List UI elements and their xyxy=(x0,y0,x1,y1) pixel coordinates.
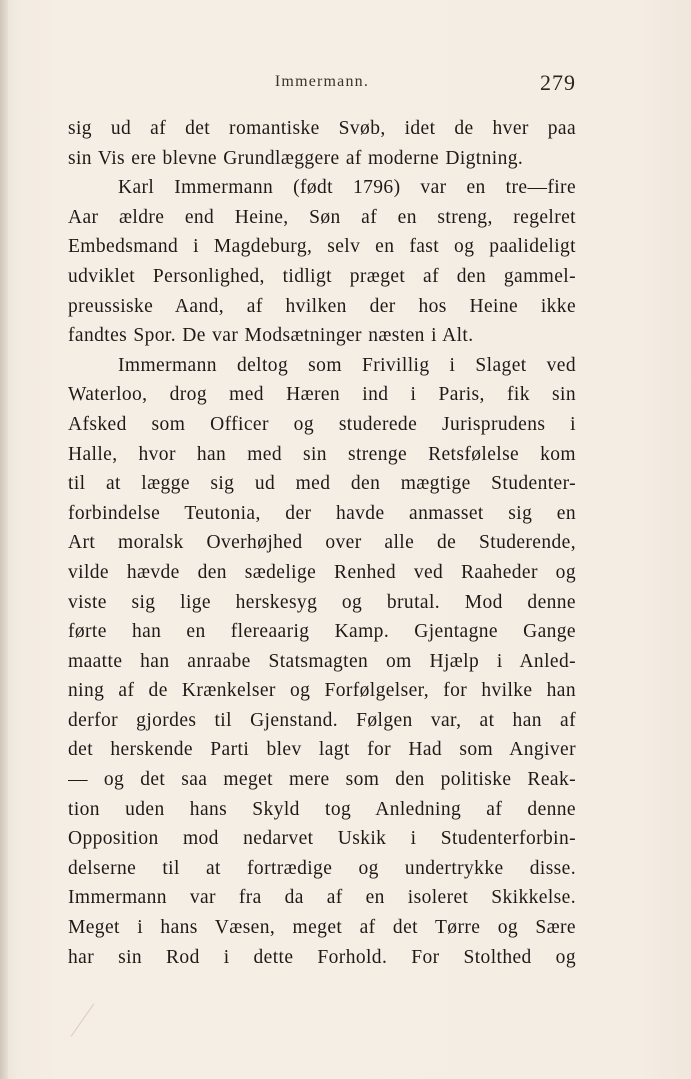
text-line: til at lægge sig ud med den mægtige Studenter- xyxy=(68,473,576,495)
text-line: Aar ældre end Heine, Søn af en streng, regelret xyxy=(68,206,576,228)
text-line: Art moralsk Overhøjhed over alle de Studerende, xyxy=(68,532,576,554)
text-line: tion uden hans Skyld tog Anledning af denne xyxy=(68,798,576,820)
text-line: — og det saa meget mere som den politiske Reak- xyxy=(68,769,576,791)
text-line: forbindelse Teutonia, der havde anmasset sig en xyxy=(68,502,576,524)
text-line: preussiske Aand, af hvilken der hos Heine ikke xyxy=(68,295,576,317)
text-line: viste sig lige herskesyg og brutal. Mod denne xyxy=(68,591,576,613)
page-gutter xyxy=(0,0,8,1079)
text-line: har sin Rod i dette Forhold. For Stolthed og xyxy=(68,946,576,968)
text-line: delserne til at fortrædige og undertrykke disse. xyxy=(68,857,576,879)
text-line: Immermann deltog som Frivillig i Slaget ved xyxy=(118,354,576,376)
text-line: sig ud af det romantiske Svøb, idet de hver paa xyxy=(68,118,576,139)
text-line: Opposition mod nedarvet Uskik i Studenterforbin- xyxy=(68,828,576,850)
text-line: Immermann var fra da af en isoleret Skikkelse. xyxy=(68,887,576,909)
text-line: sin Vis ere blevne Grundlæggere af moderne Digtning. xyxy=(68,147,524,169)
text-line: Karl Immermann (født 1796) var en tre—fire xyxy=(118,177,576,199)
text-line: Embedsmand i Magdeburg, selv en fast og paalideligt xyxy=(68,236,576,258)
paper-mark xyxy=(71,1003,95,1036)
text-line: vilde hævde den sædelige Renhed ved Raaheder og xyxy=(68,561,576,583)
text-line: ning af de Krænkelser og Forfølgelser, for hvilke han xyxy=(68,680,576,702)
text-line: Afsked som Officer og studerede Jurisprudens i xyxy=(68,413,576,435)
running-title: Immermann. xyxy=(274,73,370,90)
text-line: Waterloo, drog med Hæren ind i Paris, fik sin xyxy=(68,384,576,406)
text-line: Meget i hans Væsen, meget af det Tørre og Sære xyxy=(68,917,576,939)
text-line: det herskende Parti blev lagt for Had som Angiver xyxy=(68,739,576,761)
text-line: maatte han anraabe Statsmagten om Hjælp i Anled- xyxy=(68,650,576,672)
text-line: derfor gjordes til Gjenstand. Følgen var, at han af xyxy=(68,709,576,731)
text-line: førte han en flereaarig Kamp. Gjentagne Gange xyxy=(68,621,576,643)
page-number: 279 xyxy=(540,70,576,95)
page-header xyxy=(68,70,576,97)
text-line: fandtes Spor. De var Modsætninger næsten i Alt. xyxy=(68,325,474,347)
text-line: Halle, hvor han med sin strenge Retsfølelse kom xyxy=(68,443,576,465)
body-text xyxy=(68,114,576,972)
text-line: udviklet Personlighed, tidligt præget af den gammel- xyxy=(68,265,576,287)
